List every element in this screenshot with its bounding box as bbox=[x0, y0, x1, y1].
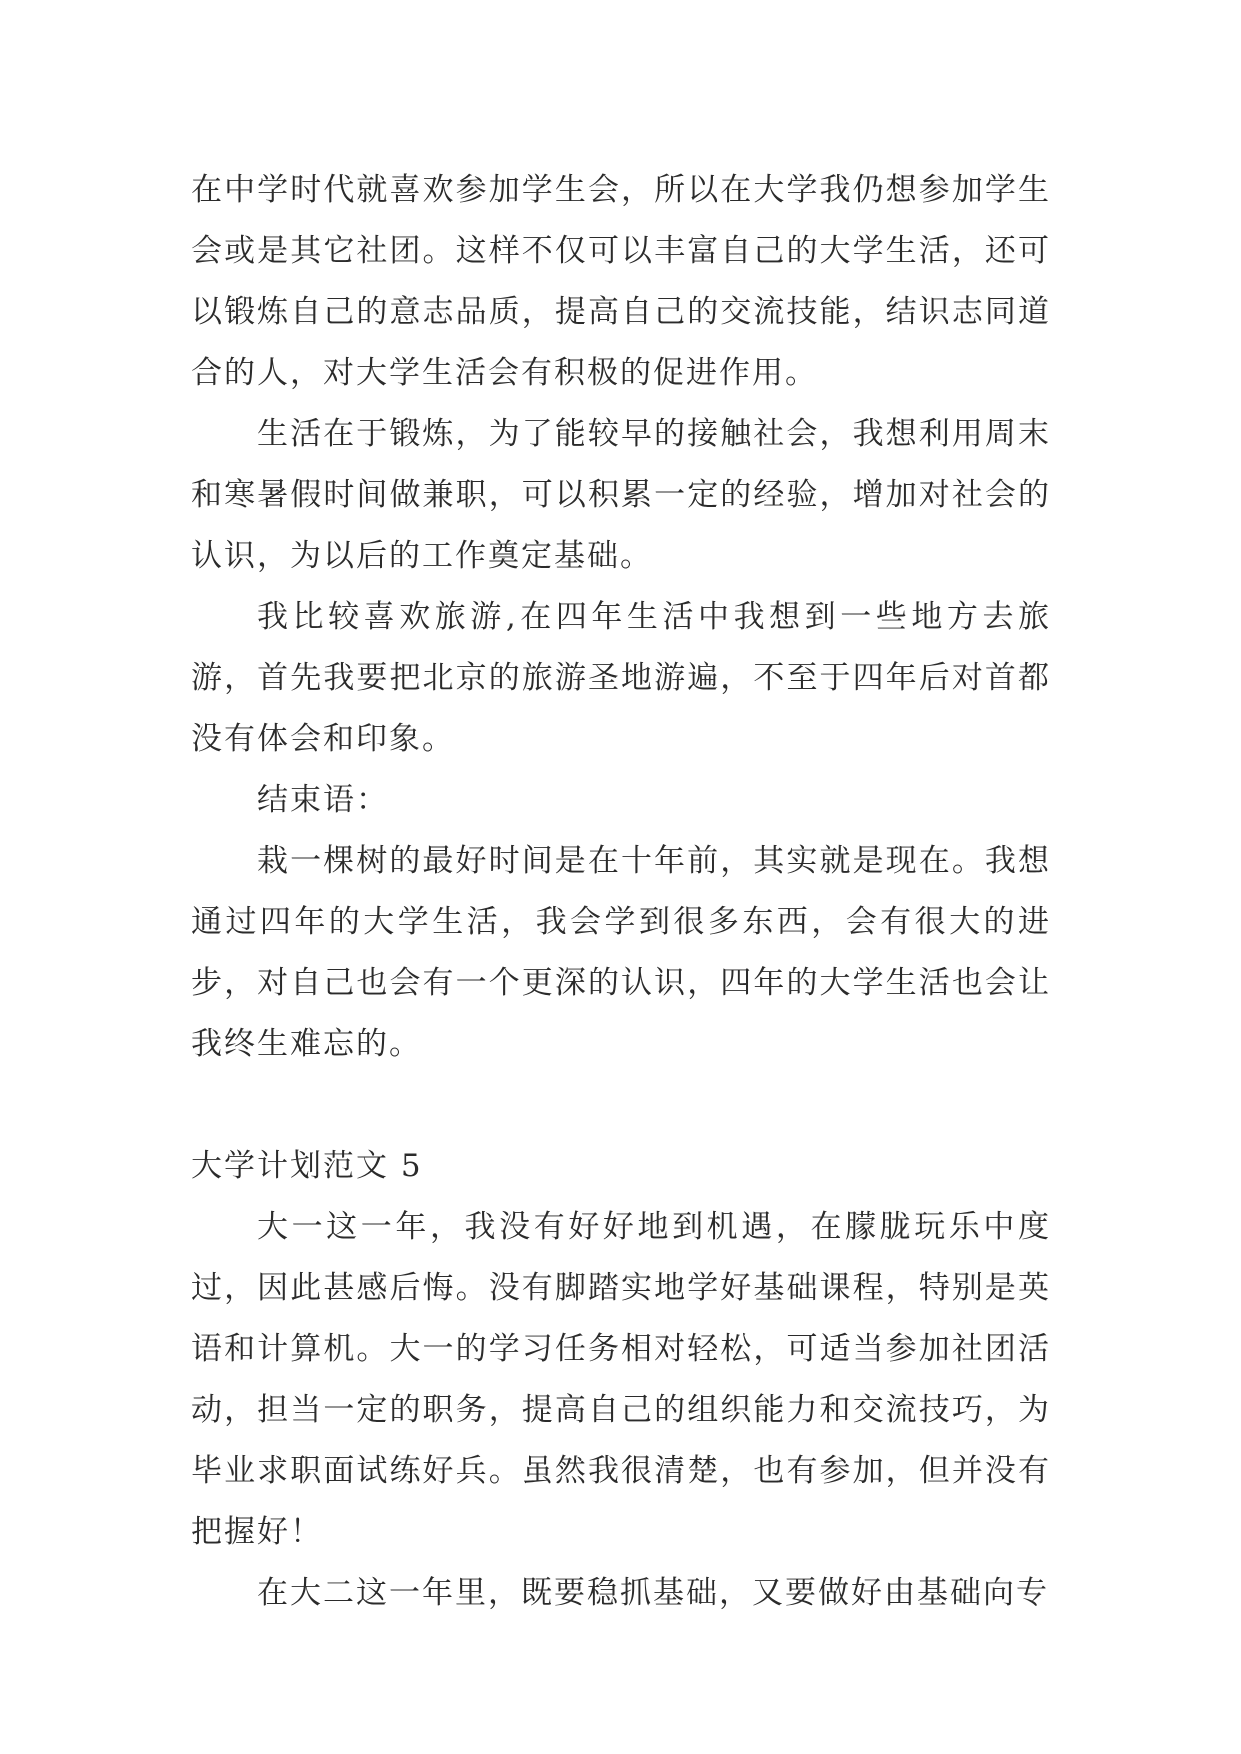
paragraph-student-union: 在中学时代就喜欢参加学生会，所以在大学我仍想参加学生会或是其它社团。这样不仅可以丰富自己的大学生活，还可以锻炼自己的意志品质，提高自己的交流技能，结识志同道合的人，对大学生活会有积极的促进作用。 bbox=[191, 172, 1051, 391]
paragraph-conclusion-label: 结束语： bbox=[257, 782, 389, 818]
paragraph-part-time-work: 生活在于锻炼，为了能较早的接触社会，我想利用周末和寒暑假时间做兼职，可以积累一定的经验，增加对社会的认识，为以后的工作奠定基础。 bbox=[191, 416, 1051, 574]
document-body bbox=[191, 160, 1051, 1624]
section-heading: 大学计划范文 5 bbox=[191, 1148, 423, 1184]
paragraph-conclusion: 栽一棵树的最好时间是在十年前，其实就是现在。我想通过四年的大学生活，我会学到很多东西，会有很大的进步，对自己也会有一个更深的认识，四年的大学生活也会让我终生难忘的。 bbox=[191, 843, 1051, 1062]
paragraph-sophomore-year: 在大二这一年里，既要稳抓基础，又要做好由基础向专 bbox=[257, 1575, 1049, 1611]
paragraph-travel: 我比较喜欢旅游,在四年生活中我想到一些地方去旅游，首先我要把北京的旅游圣地游遍，不至于四年后对首都没有体会和印象。 bbox=[191, 599, 1051, 757]
paragraph-freshman-year: 大一这一年，我没有好好地到机遇，在朦胧玩乐中度过，因此甚感后悔。没有脚踏实地学好基础课程，特别是英语和计算机。大一的学习任务相对轻松，可适当参加社团活动，担当一定的职务，提高自己的组织能力和交流技巧，为毕业求职面试练好兵。虽然我很清楚，也有参加，但并没有把握好！ bbox=[191, 1209, 1051, 1550]
